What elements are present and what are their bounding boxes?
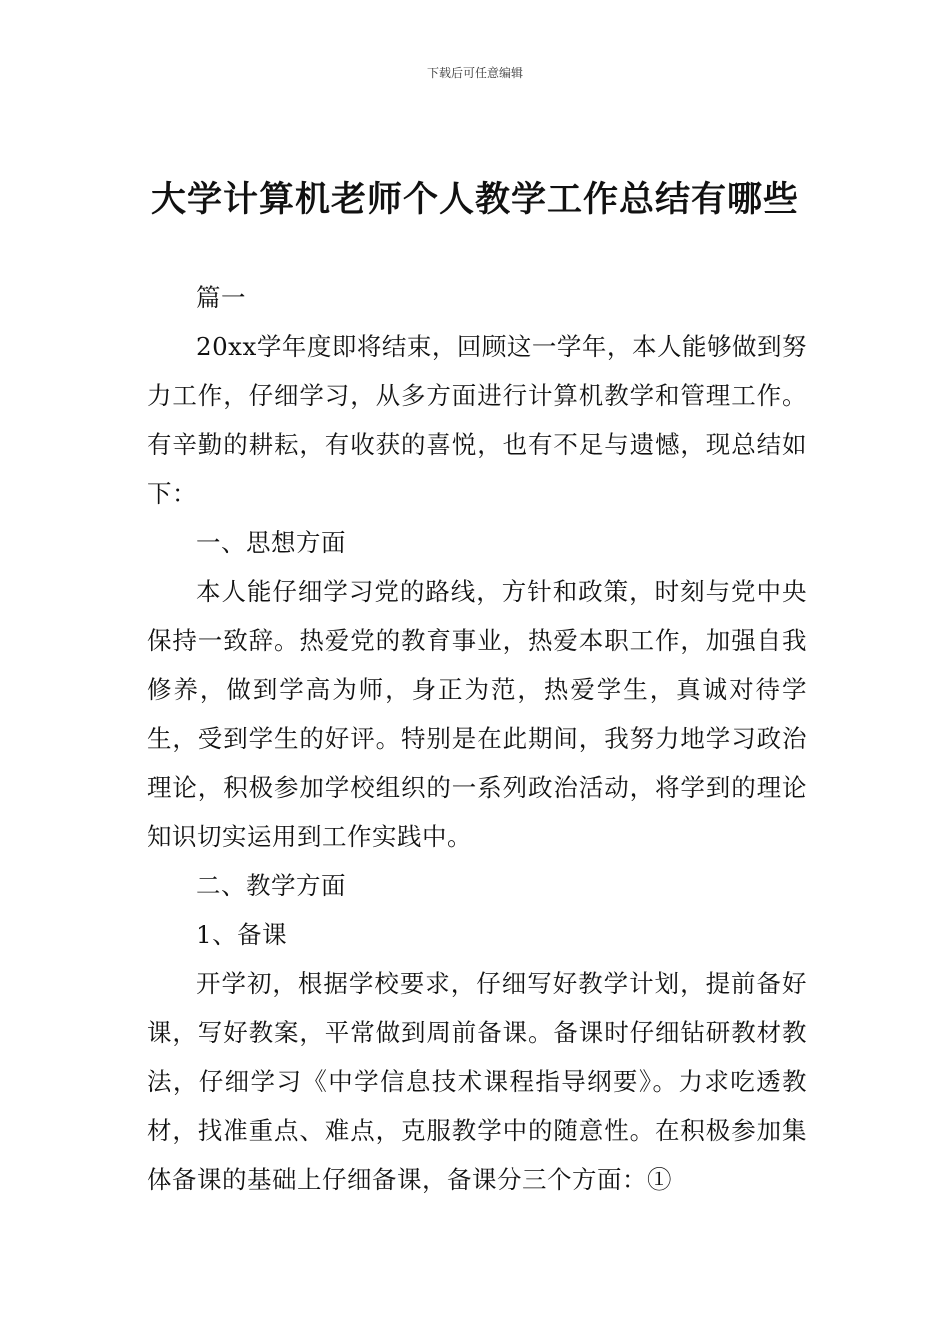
subheading-lesson-prep: 1、备课 — [196, 920, 288, 949]
header-note: 下载后可任意编辑 — [426, 66, 523, 80]
paragraph-section-label: 篇一 — [196, 283, 246, 312]
paragraph-ideology: 本人能仔细学习党的路线，方针和政策，时刻与党中央保持一致辞。热爱党的教育事业，热爱本职工作，加强自我修养，做到学高为师，身正为范，热爱学生，真诚对待学生，受到学生的好评。特别是在此期间，我努力地学习政治理论，积极参加学校组织的一系列政治活动，将学到的理论知识切实运用到工作实践中。 — [147, 577, 807, 851]
paragraph-lesson-prep: 开学初，根据学校要求，仔细写好教学计划，提前备好课，写好教案，平常做到周前备课。备课时仔细钻研教材教法，仔细学习《中学信息技术课程指导纲要》。力求吃透教材，找准重点、难点，克服教学中的随意性。在积极参加集体备课的基础上仔细备课，备课分三个方面：① — [147, 969, 807, 1194]
paragraph-intro: 20xx学年度即将结束，回顾这一学年，本人能够做到努力工作，仔细学习，从多方面进行计算机教学和管理工作。有辛勤的耕耘，有收获的喜悦，也有不足与遗憾，现总结如下： — [147, 332, 807, 508]
heading-teaching: 二、教学方面 — [196, 871, 346, 900]
document-body — [147, 273, 807, 1204]
document-title: 大学计算机老师个人教学工作总结有哪些 — [150, 180, 799, 220]
heading-ideology: 一、思想方面 — [196, 528, 346, 557]
